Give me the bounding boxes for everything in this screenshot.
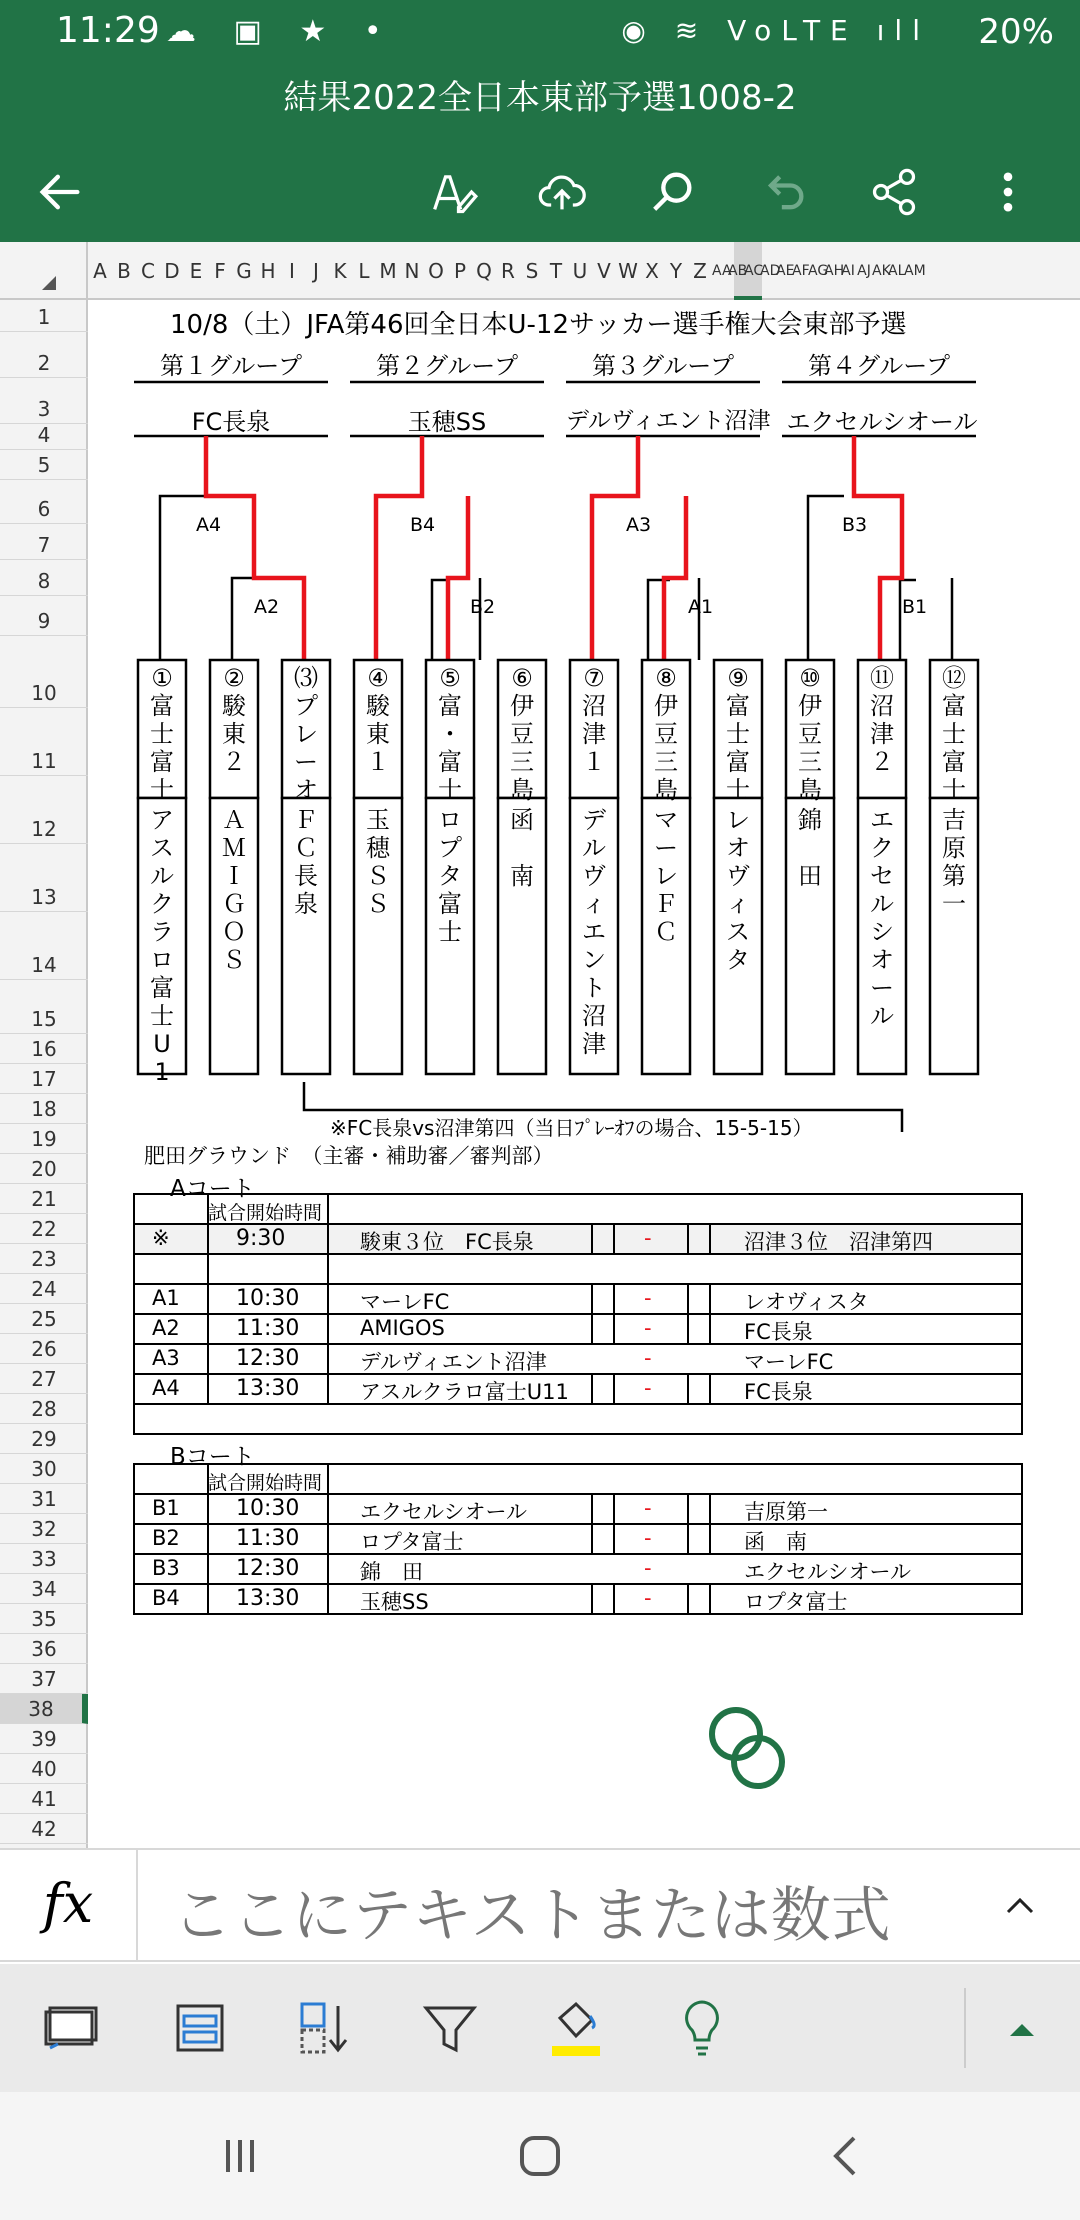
team-seed[interactable]: ⑫ 富 士 富 士: [942, 664, 966, 804]
undo-icon: [758, 166, 810, 218]
notification-icons: ☁ ▣ ★ •: [166, 14, 396, 49]
filter-icon[interactable]: [418, 1996, 482, 2060]
row-header[interactable]: 19: [0, 1124, 88, 1154]
row-header[interactable]: 31: [0, 1484, 88, 1514]
column-header[interactable]: U: [572, 259, 588, 283]
row-header[interactable]: 32: [0, 1514, 88, 1544]
row-header[interactable]: 5: [0, 450, 88, 480]
sort-icon[interactable]: [292, 1996, 356, 2060]
row-header[interactable]: 23: [0, 1244, 88, 1274]
toolbar: [0, 140, 1080, 240]
row-header[interactable]: 37: [0, 1664, 88, 1694]
match-id[interactable]: ※: [152, 1226, 170, 1250]
row-header[interactable]: 40: [0, 1754, 88, 1784]
chevron-up-icon[interactable]: [1000, 1886, 1040, 1926]
row-header[interactable]: 24: [0, 1274, 88, 1304]
row-header[interactable]: 35: [0, 1604, 88, 1634]
column-header[interactable]: AL: [888, 263, 906, 279]
row-header[interactable]: 28: [0, 1394, 88, 1424]
back-button[interactable]: [28, 160, 92, 224]
row-header[interactable]: 36: [0, 1634, 88, 1664]
match-home-team[interactable]: デルヴィエント沼津: [360, 1350, 547, 1374]
match-label-b2: B2: [470, 596, 496, 618]
group-2-winner[interactable]: 玉穂SS: [407, 408, 487, 436]
column-header[interactable]: I: [289, 259, 295, 283]
match-home-team[interactable]: マーレFC: [360, 1290, 450, 1314]
column-header[interactable]: H: [260, 259, 276, 283]
match-away-team[interactable]: FC長泉: [744, 1380, 813, 1404]
team-seed[interactable]: ⑪ 沼 津 ２: [870, 664, 894, 776]
match-time[interactable]: 10:30: [236, 1286, 300, 1311]
row-header[interactable]: 10: [0, 636, 88, 708]
column-header[interactable]: AH: [824, 263, 845, 279]
match-time[interactable]: 11:30: [236, 1316, 300, 1341]
document-title: 結果2022全日本東部予選1008-2: [283, 78, 797, 118]
team-name[interactable]: ロ プ タ 富 士: [438, 806, 462, 946]
row-header[interactable]: 39: [0, 1724, 88, 1754]
team-seed[interactable]: ⑦ 沼 津 １: [582, 664, 606, 776]
team-seed[interactable]: ⑤ 富 ・ 富 士: [438, 664, 462, 804]
group-4-winner[interactable]: エクセルシオール: [786, 408, 978, 436]
row-header[interactable]: 42: [0, 1814, 88, 1844]
column-header[interactable]: M: [379, 259, 397, 283]
cloud-upload-icon: [536, 166, 588, 218]
column-header[interactable]: AF: [792, 263, 810, 279]
match-id[interactable]: B4: [152, 1586, 180, 1610]
match-home-team[interactable]: エクセルシオール: [360, 1500, 528, 1524]
row-header[interactable]: 9: [0, 596, 88, 636]
expand-up-icon[interactable]: [990, 1996, 1054, 2060]
venue-label[interactable]: 肥田グラウンド （主審・補助審／審判部）: [144, 1144, 554, 1168]
edit-mode-button[interactable]: [420, 160, 484, 224]
column-header[interactable]: V: [597, 259, 611, 283]
match-label-a1: A1: [688, 596, 714, 618]
match-away-team[interactable]: レオヴィスタ: [744, 1290, 869, 1314]
row-header[interactable]: 13: [0, 844, 88, 912]
search-button[interactable]: [640, 160, 704, 224]
match-label-a4: A4: [196, 514, 222, 536]
court-b-header[interactable]: 試合開始時間: [208, 1472, 323, 1494]
column-header[interactable]: T: [549, 259, 563, 283]
column-header[interactable]: AC: [744, 263, 764, 279]
match-away-team[interactable]: 函 南: [744, 1530, 807, 1554]
status-bar: [0, 0, 1080, 68]
match-score-separator[interactable]: -: [644, 1376, 652, 1400]
match-away-team[interactable]: エクセルシオール: [744, 1560, 912, 1584]
column-headers: [88, 242, 926, 300]
team-seed[interactable]: ⑨ 富 士 富 士: [726, 664, 750, 804]
share-icon: [868, 166, 920, 218]
match-home-team[interactable]: 玉穂SS: [360, 1590, 429, 1614]
spreadsheet-grid[interactable]: [90, 300, 1080, 1848]
row-header[interactable]: 16: [0, 1034, 88, 1064]
group-3-winner[interactable]: デルヴィエント沼津: [566, 408, 771, 434]
match-score-separator[interactable]: -: [644, 1226, 652, 1250]
column-header[interactable]: AJ: [857, 263, 871, 279]
match-label-b1: B1: [902, 596, 928, 618]
column-header[interactable]: Q: [476, 259, 492, 283]
team-name[interactable]: 吉 原 第 一: [942, 806, 966, 918]
match-score-separator[interactable]: -: [644, 1526, 652, 1550]
more-options-button[interactable]: [976, 160, 1040, 224]
team-name[interactable]: エ ク セ ル シ オ ー ル: [870, 806, 894, 1030]
match-label-b4: B4: [410, 514, 436, 536]
battery-level: 20%: [978, 12, 1054, 52]
row-header[interactable]: 20: [0, 1154, 88, 1184]
column-header[interactable]: E: [189, 259, 203, 283]
column-header[interactable]: AB: [728, 263, 748, 279]
row-header[interactable]: 27: [0, 1364, 88, 1394]
column-header[interactable]: D: [164, 259, 180, 283]
match-id[interactable]: A4: [152, 1376, 180, 1400]
column-header[interactable]: P: [453, 259, 467, 283]
match-score-separator[interactable]: -: [644, 1556, 652, 1580]
team-name[interactable]: 函 南: [510, 806, 534, 890]
team-name[interactable]: 錦 田: [798, 806, 822, 890]
column-header[interactable]: AD: [760, 263, 781, 279]
signal-icons: ◉ ≋ VoLTE ıll: [621, 14, 930, 47]
row-header[interactable]: 17: [0, 1064, 88, 1094]
column-header[interactable]: O: [428, 259, 444, 283]
column-header[interactable]: K: [333, 259, 347, 283]
match-score-separator[interactable]: -: [644, 1286, 652, 1310]
column-header[interactable]: J: [313, 259, 319, 283]
column-header[interactable]: AG: [808, 263, 829, 279]
match-time[interactable]: 13:30: [236, 1586, 300, 1611]
pen-edit-icon: [426, 166, 478, 218]
upload-button[interactable]: [530, 160, 594, 224]
row-header[interactable]: 33: [0, 1544, 88, 1574]
group-1-label[interactable]: 第１グループ: [159, 352, 303, 380]
row-header[interactable]: 38: [0, 1694, 88, 1724]
status-time: 11:29: [56, 10, 160, 51]
fill-color-icon[interactable]: [544, 1996, 608, 2060]
row-header[interactable]: 14: [0, 912, 88, 980]
team-seed[interactable]: ④ 駿 東 １: [366, 664, 390, 776]
match-away-team[interactable]: FC長泉: [744, 1320, 813, 1344]
match-id[interactable]: B3: [152, 1556, 180, 1580]
group-4-label[interactable]: 第４グループ: [807, 352, 951, 380]
court-b-label[interactable]: Bコート: [170, 1444, 255, 1470]
match-id[interactable]: B1: [152, 1496, 180, 1520]
match-score-separator[interactable]: -: [644, 1316, 652, 1340]
court-a-label[interactable]: Aコート: [170, 1176, 255, 1202]
match-id[interactable]: A3: [152, 1346, 180, 1370]
team-seed[interactable]: ① 富 士 富 士: [150, 664, 174, 804]
match-away-team[interactable]: 沼津３位 沼津第四: [744, 1230, 933, 1254]
group-1-winner[interactable]: FC長泉: [191, 408, 271, 436]
column-header[interactable]: X: [645, 259, 659, 283]
column-header[interactable]: A: [93, 259, 107, 283]
match-time[interactable]: 12:30: [236, 1346, 300, 1371]
team-seed[interactable]: ② 駿 東 ２: [222, 664, 246, 776]
match-time[interactable]: 11:30: [236, 1526, 300, 1551]
row-header[interactable]: 15: [0, 980, 88, 1034]
row-header[interactable]: 41: [0, 1784, 88, 1814]
match-time[interactable]: 9:30: [236, 1226, 286, 1251]
row-header[interactable]: 12: [0, 776, 88, 844]
match-home-team[interactable]: アスルクラロ富士U11: [360, 1380, 569, 1404]
row-header[interactable]: 6: [0, 480, 88, 524]
playoff-note[interactable]: ※FC長泉vs沼津第四（当日ﾌﾟﾚｰｵﾌの場合、15-5-15）: [330, 1116, 813, 1140]
row-header[interactable]: 21: [0, 1184, 88, 1214]
row-header[interactable]: 22: [0, 1214, 88, 1244]
match-score-separator[interactable]: -: [644, 1496, 652, 1520]
column-header[interactable]: AI: [841, 263, 855, 279]
column-header[interactable]: Z: [693, 259, 707, 283]
match-id[interactable]: B2: [152, 1526, 180, 1550]
team-name[interactable]: デ ル ヴ ィ エ ン ト 沼 津: [582, 806, 606, 1058]
match-home-team[interactable]: ロプタ富士: [360, 1530, 464, 1554]
team-name[interactable]: Ａ Ｍ Ｉ Ｇ Ｏ Ｓ: [222, 806, 246, 974]
command-bar: [0, 1964, 1080, 2092]
match-label-a3: A3: [626, 514, 652, 536]
column-header[interactable]: AE: [776, 263, 795, 279]
select-all-corner[interactable]: [0, 242, 88, 300]
match-home-team[interactable]: 駿東３位 FC長泉: [360, 1230, 534, 1254]
group-2-label[interactable]: 第２グループ: [375, 352, 519, 380]
column-header[interactable]: G: [236, 259, 252, 283]
team-name[interactable]: 玉 穂 Ｓ Ｓ: [366, 806, 390, 918]
column-header[interactable]: AA: [712, 263, 732, 279]
row-header-bar: [0, 300, 88, 1848]
back-arrow-icon: [34, 166, 86, 218]
format-cells-icon[interactable]: [166, 1996, 230, 2060]
match-time[interactable]: 10:30: [236, 1496, 300, 1521]
row-header[interactable]: 8: [0, 560, 88, 596]
match-away-team[interactable]: ロプタ富士: [744, 1590, 848, 1614]
column-header[interactable]: W: [618, 259, 638, 283]
row-header[interactable]: 2: [0, 332, 88, 378]
group-3-label[interactable]: 第３グループ: [591, 352, 735, 380]
more-vertical-icon: [982, 166, 1034, 218]
row-header[interactable]: 11: [0, 708, 88, 776]
column-header-bar: [0, 242, 1080, 300]
command-bar-separator: [964, 1988, 966, 2068]
team-seed[interactable]: ⑧ 伊 豆 三 島: [654, 664, 678, 804]
team-name[interactable]: マ ー レ Ｆ Ｃ: [654, 806, 678, 946]
insert-comment-icon[interactable]: [40, 1996, 104, 2060]
row-header[interactable]: 7: [0, 524, 88, 560]
row-header[interactable]: 4: [0, 424, 88, 450]
system-nav-bar: [0, 2092, 1080, 2220]
match-away-team[interactable]: マーレFC: [744, 1350, 834, 1374]
column-header[interactable]: B: [117, 259, 131, 283]
match-id[interactable]: A1: [152, 1286, 180, 1310]
formula-input[interactable]: ここにテキストまたは数式: [172, 1881, 891, 1951]
share-button[interactable]: [862, 160, 926, 224]
match-away-team[interactable]: 吉原第一: [744, 1500, 828, 1524]
match-home-team[interactable]: 錦 田: [360, 1560, 423, 1584]
team-name[interactable]: ア ス ル ク ラ ロ 富 士 U 1: [150, 806, 174, 1086]
match-score-separator[interactable]: -: [644, 1346, 652, 1370]
team-seed[interactable]: ⑥ 伊 豆 三 島: [510, 664, 534, 804]
search-icon: [646, 166, 698, 218]
column-header[interactable]: C: [141, 259, 155, 283]
undo-button[interactable]: [752, 160, 816, 224]
column-header[interactable]: L: [358, 259, 370, 283]
match-id[interactable]: A2: [152, 1316, 180, 1340]
court-a-header[interactable]: 試合開始時間: [208, 1202, 323, 1224]
home-icon[interactable]: [508, 2124, 572, 2188]
row-header[interactable]: 25: [0, 1304, 88, 1334]
team-name[interactable]: Ｆ Ｃ 長 泉: [294, 806, 318, 918]
match-label-a2: A2: [254, 596, 280, 618]
team-name[interactable]: レ オ ヴ ィ ス タ: [726, 806, 750, 974]
row-header[interactable]: 29: [0, 1424, 88, 1454]
team-seed[interactable]: ⑩ 伊 豆 三 島: [798, 664, 822, 804]
row-header[interactable]: 18: [0, 1094, 88, 1124]
loading-spinner-icon: [712, 1710, 782, 1786]
row-header[interactable]: 3: [0, 378, 88, 424]
fx-button[interactable]: fx: [0, 1850, 138, 1962]
recent-apps-icon[interactable]: [208, 2124, 272, 2188]
column-header[interactable]: N: [404, 259, 420, 283]
match-score-separator[interactable]: -: [644, 1586, 652, 1610]
column-header[interactable]: Y: [669, 259, 683, 283]
back-nav-icon[interactable]: [814, 2124, 878, 2188]
sheet-title[interactable]: 10/8（土）JFA第46回全日本U-12サッカー選手権大会東部予選: [170, 310, 907, 340]
match-time[interactable]: 12:30: [236, 1556, 300, 1581]
row-header[interactable]: 26: [0, 1334, 88, 1364]
team-seed[interactable]: ⑶ プ レ ー オ: [294, 664, 318, 804]
row-header[interactable]: 34: [0, 1574, 88, 1604]
app-header: [0, 0, 1080, 242]
row-header[interactable]: 30: [0, 1454, 88, 1484]
column-header[interactable]: AK: [872, 263, 891, 279]
lightbulb-icon[interactable]: [670, 1996, 734, 2060]
match-label-b3: B3: [842, 514, 868, 536]
column-header[interactable]: F: [214, 259, 226, 283]
column-header[interactable]: R: [501, 259, 515, 283]
match-home-team[interactable]: AMIGOS: [360, 1316, 445, 1340]
formula-bar: [0, 1848, 1080, 1962]
match-time[interactable]: 13:30: [236, 1376, 300, 1401]
column-header[interactable]: S: [525, 259, 539, 283]
row-header[interactable]: 1: [0, 300, 88, 332]
column-header[interactable]: AM: [904, 263, 926, 279]
